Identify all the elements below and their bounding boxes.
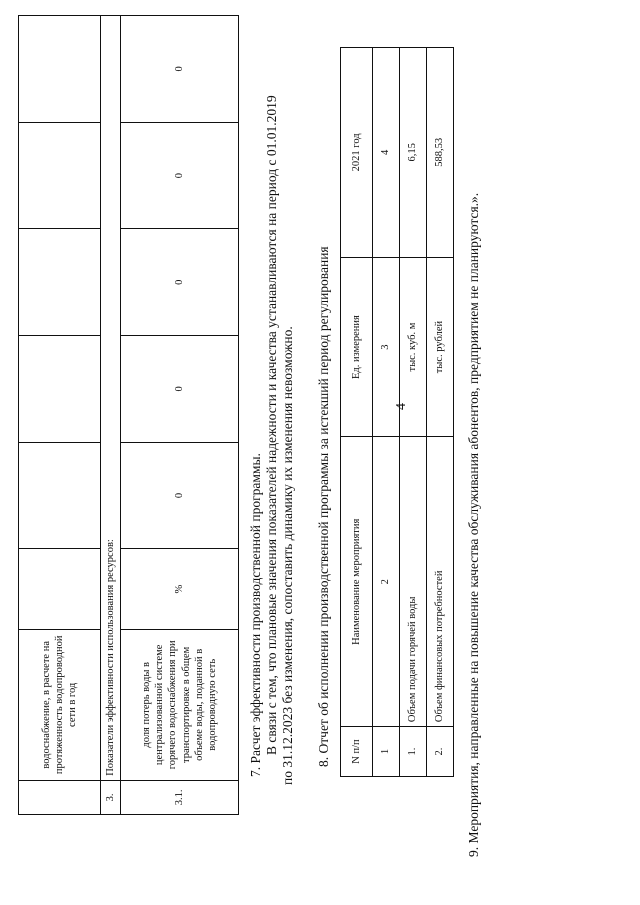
page-number: 4 — [394, 403, 409, 410]
index-cell: 1 — [373, 727, 400, 777]
row-unit: тыс. рублей — [427, 257, 454, 437]
table-cell — [19, 549, 101, 630]
table-cell — [19, 16, 101, 123]
index-cell: 4 — [373, 48, 400, 258]
table-row — [121, 16, 239, 815]
indicator-name-cell: доля потерь воды в централизованной системе горячего водоснабжения при транспортировке в общем объеме воды, поданной в водопроводную сеть — [121, 629, 239, 780]
value-cell: 0 — [121, 16, 239, 123]
unit-cell: % — [121, 549, 239, 630]
row-num: 1. — [400, 727, 427, 777]
row-num: 2. — [427, 727, 454, 777]
header-unit: Ед. измерения — [341, 257, 373, 437]
index-cell: 2 — [373, 437, 400, 727]
header-row — [341, 48, 373, 777]
section-8-heading: 8. Отчет об исполнении производственной программы за истекший период регулирования — [316, 246, 331, 767]
table-cell — [19, 780, 101, 814]
section-7-line-1: В связи с тем, что плановые значения показателей надежности и качества устанавливаются на период с 01.01.2019 — [264, 95, 279, 755]
row-value: 6,15 — [400, 48, 427, 258]
value-cell: 0 — [121, 229, 239, 336]
indicators-table — [18, 15, 239, 815]
header-year: 2021 год — [341, 48, 373, 258]
row-name: Объем финансовых потребностей — [427, 437, 454, 727]
index-cell: 3 — [373, 257, 400, 437]
value-cell: 0 — [121, 122, 239, 229]
table-row — [400, 48, 427, 777]
table-cell — [19, 442, 101, 549]
section-7-line-2: по 31.12.2023 без изменения, сопоставить динамику их изменения невозможно. — [280, 326, 295, 785]
section-num-cell: 3. — [101, 780, 121, 814]
table-cell — [19, 336, 101, 443]
header-name: Наименование мероприятия — [341, 437, 373, 727]
row-unit: тыс. куб. м — [400, 257, 427, 437]
header-num: N п/п — [341, 727, 373, 777]
row-name: Объем подачи горячей воды — [400, 437, 427, 727]
index-row — [373, 48, 400, 777]
table-cell — [19, 229, 101, 336]
item-num-cell: 3.1. — [121, 780, 239, 814]
table-row — [19, 16, 101, 815]
table-row — [427, 48, 454, 777]
table-cell — [19, 122, 101, 229]
indicator-name-cell: водоснабжение, в расчете на протяженность водопроводной сети в год — [19, 629, 101, 780]
row-value: 588,53 — [427, 48, 454, 258]
section-7-heading: 7. Расчет эффективности производственной программы. — [248, 453, 263, 777]
value-cell: 0 — [121, 336, 239, 443]
section-title-cell: Показатели эффективности использования ресурсов: — [101, 16, 121, 781]
value-cell: 0 — [121, 442, 239, 549]
section-row — [101, 16, 121, 815]
report-table — [340, 47, 454, 777]
section-9-text: 9. Мероприятия, направленные на повышение качества обслуживания абонентов, предприятием не планируются.». — [466, 192, 481, 857]
